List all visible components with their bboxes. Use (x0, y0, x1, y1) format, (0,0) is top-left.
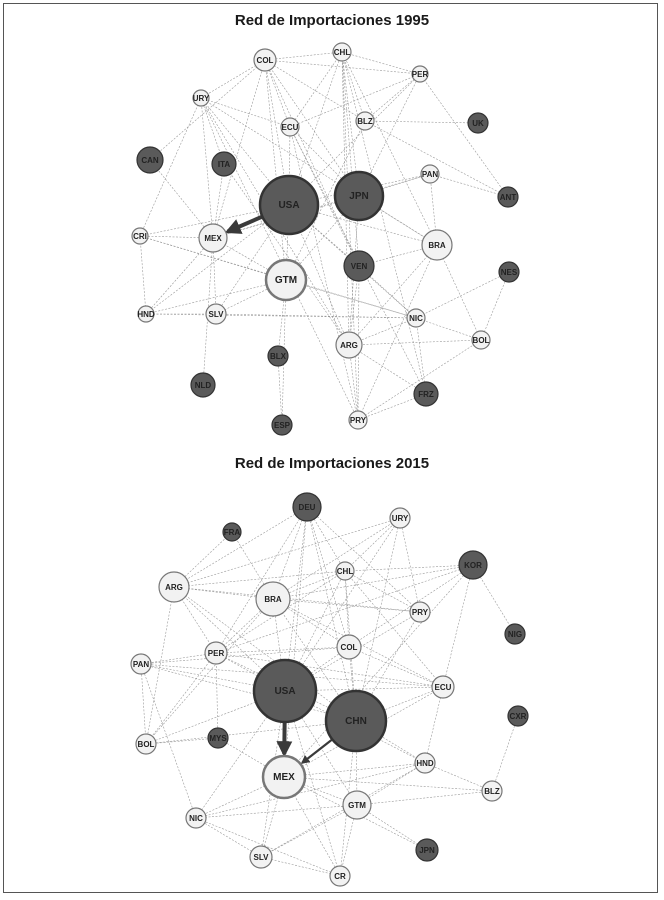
edge-hnd-cri (140, 236, 146, 314)
edge-kor-ecu (443, 565, 473, 687)
node-pry (349, 411, 367, 429)
edge-kor-col (349, 565, 473, 647)
node-mex (263, 756, 305, 798)
node-label: USA (278, 200, 300, 211)
node-per (205, 642, 227, 664)
edge-bra-ury (273, 518, 400, 599)
node-label: JPN (349, 191, 369, 202)
panel-1995-title: Red de Importaciones 1995 (234, 12, 430, 29)
edge-blz-ant (365, 121, 508, 197)
node-label: BRA (264, 595, 282, 604)
node-label: ANT (499, 193, 517, 202)
node-label: PAN (132, 660, 150, 669)
node-hnd (137, 306, 155, 322)
node-kor (459, 551, 487, 579)
node-blx (268, 346, 288, 366)
node-ury (390, 508, 410, 528)
edge-per-col (216, 647, 349, 653)
edge-deu-mex (284, 507, 307, 777)
node-label: PER (411, 70, 429, 79)
node-label: PRY (349, 416, 367, 425)
node-slv (250, 846, 272, 868)
node-label: PAN (421, 170, 439, 179)
node-label: NES (500, 268, 518, 277)
node-chn (326, 691, 386, 751)
node-gtm (266, 260, 306, 300)
edge-nic-bol (416, 318, 481, 340)
node-label: FRZ (418, 390, 434, 399)
node-label: CHL (336, 567, 354, 576)
edge-mex-hnd (146, 238, 213, 314)
node-blz (482, 781, 502, 801)
edge-cxr-blz (492, 716, 518, 791)
node-label: HND (416, 759, 434, 768)
edge-gtm-slv (261, 805, 357, 857)
node-label: COL (256, 56, 274, 65)
node-label: NLD (194, 381, 212, 390)
edge-bra-bol (437, 245, 481, 340)
node-label: BLX (270, 352, 286, 361)
node-cxr (508, 706, 528, 726)
node-label: GTM (274, 275, 298, 286)
node-label: ECU (434, 683, 452, 692)
edge-chl-blz (342, 52, 365, 121)
edge-col-chl (265, 52, 342, 60)
edge-nic-cr (196, 818, 340, 876)
edge-mys-bol (146, 738, 218, 744)
edge-chl-ury (345, 518, 400, 571)
node-frz (414, 382, 438, 406)
edge-bol-pry (358, 340, 481, 420)
node-label: CHN (345, 716, 367, 727)
node-nld (191, 373, 215, 397)
edges (140, 52, 509, 425)
edge-chn-bol (146, 721, 356, 744)
node-cri (132, 228, 148, 244)
edge-col-pan (141, 647, 349, 664)
nodes (132, 43, 519, 435)
edge-ury-pry (201, 98, 358, 420)
node-label: BLZ (357, 117, 373, 126)
edge-per-blz (365, 74, 420, 121)
node-label: MYS (209, 734, 227, 743)
node-label: NIC (409, 314, 423, 323)
node-chl (336, 562, 354, 580)
node-per (412, 66, 429, 82)
node-ita (212, 152, 236, 176)
edge-hnd-blz (425, 763, 492, 791)
edge-can-mex (150, 160, 213, 238)
node-jpn (416, 839, 438, 861)
edge-pan-ant (430, 174, 508, 197)
node-label: CR (334, 872, 346, 881)
edge-pan-mex (213, 174, 430, 238)
edge-ury-ecu (201, 98, 290, 127)
node-label: ITA (217, 160, 231, 169)
node-uk (468, 113, 488, 133)
node-slv (206, 304, 226, 324)
node-label: JPN (419, 846, 435, 855)
node-ecu (432, 676, 454, 698)
network-2015 (131, 493, 528, 886)
edge-pan-bol (141, 664, 146, 744)
node-label: SLV (253, 853, 269, 862)
node-deu (293, 493, 321, 521)
node-label: KOR (464, 561, 482, 570)
node-label: MEX (273, 772, 295, 783)
node-arg (159, 572, 189, 602)
node-esp (272, 415, 292, 435)
edge-arg-frz (349, 345, 426, 394)
node-label: ARG (340, 341, 358, 350)
node-can (137, 147, 163, 173)
node-label: CHL (333, 48, 351, 57)
node-label: CAN (141, 156, 159, 165)
node-label: HND (137, 310, 155, 319)
node-label: USA (274, 686, 296, 697)
node-label: URY (391, 514, 409, 523)
node-mys (208, 728, 228, 748)
node-label: CRI (133, 232, 147, 241)
node-bra (256, 582, 290, 616)
node-label: NIC (189, 814, 203, 823)
edge-blz-uk (365, 121, 478, 123)
edge-mex-col (213, 60, 265, 238)
node-label: GTM (348, 801, 366, 810)
edge-arg-pry (174, 587, 420, 612)
node-col (254, 49, 276, 71)
node-label: CXR (509, 712, 527, 721)
node-pry (410, 602, 430, 622)
node-col (337, 635, 361, 659)
node-gtm (343, 791, 371, 819)
edge-mex-ury (201, 98, 213, 238)
edge-gtm-blz (357, 791, 492, 805)
node-label: SLV (208, 310, 224, 319)
node-label: BRA (428, 241, 446, 250)
node-label: DEU (298, 503, 316, 512)
nodes (131, 493, 528, 886)
node-jpn (335, 172, 383, 220)
edge-deu-arg (174, 507, 307, 587)
node-usa (260, 176, 318, 234)
node-label: FRA (223, 528, 241, 537)
node-chl (333, 43, 351, 61)
node-label: ESP (273, 421, 291, 430)
node-label: BOL (137, 740, 155, 749)
node-hnd (415, 753, 435, 773)
node-arg (336, 332, 362, 358)
edge-mys-per (216, 653, 218, 738)
node-label: NIG (507, 630, 523, 639)
node-label: ARG (165, 583, 183, 592)
node-ant (498, 187, 518, 207)
node-label: ECU (281, 123, 299, 132)
node-pan (421, 165, 439, 183)
node-mex (199, 224, 227, 252)
node-label: PRY (411, 608, 429, 617)
node-bol (136, 734, 156, 754)
node-cr (330, 866, 350, 886)
node-label: BOL (472, 336, 490, 345)
node-label: BLZ (484, 787, 500, 796)
edge-kor-mex (284, 565, 473, 777)
edge-arg-bol (349, 340, 481, 345)
node-nes (499, 262, 519, 282)
node-label: URY (192, 94, 210, 103)
edge-chl-ecu (345, 571, 443, 687)
network-1995 (132, 43, 519, 435)
edge-pry-ury (400, 518, 420, 612)
node-ury (193, 90, 210, 106)
edge-gtm-col (265, 60, 286, 280)
node-nic (407, 309, 425, 327)
node-nic (186, 808, 206, 828)
edge-can-col (150, 60, 265, 160)
node-fra (223, 523, 241, 541)
edge-arg-chl (174, 571, 345, 587)
node-label: VEN (350, 262, 368, 271)
edge-kor-bra (273, 565, 473, 599)
node-label: COL (340, 643, 358, 652)
node-label: MEX (204, 234, 222, 243)
node-label: UK (472, 119, 484, 128)
node-pan (131, 654, 151, 674)
node-bol (472, 331, 490, 349)
edge-nes-bol (481, 272, 509, 340)
node-ven (344, 251, 374, 281)
node-ecu (281, 118, 299, 136)
edge-per-ecu (290, 74, 420, 127)
node-usa (254, 660, 316, 722)
node-label: PER (207, 649, 225, 658)
edge-nes-nic (416, 272, 509, 318)
edge-ecu-hnd (425, 687, 443, 763)
node-bra (422, 230, 452, 260)
node-blz (356, 112, 374, 130)
node-nig (505, 624, 525, 644)
panel-2015-title: Red de Importaciones 2015 (234, 455, 430, 472)
